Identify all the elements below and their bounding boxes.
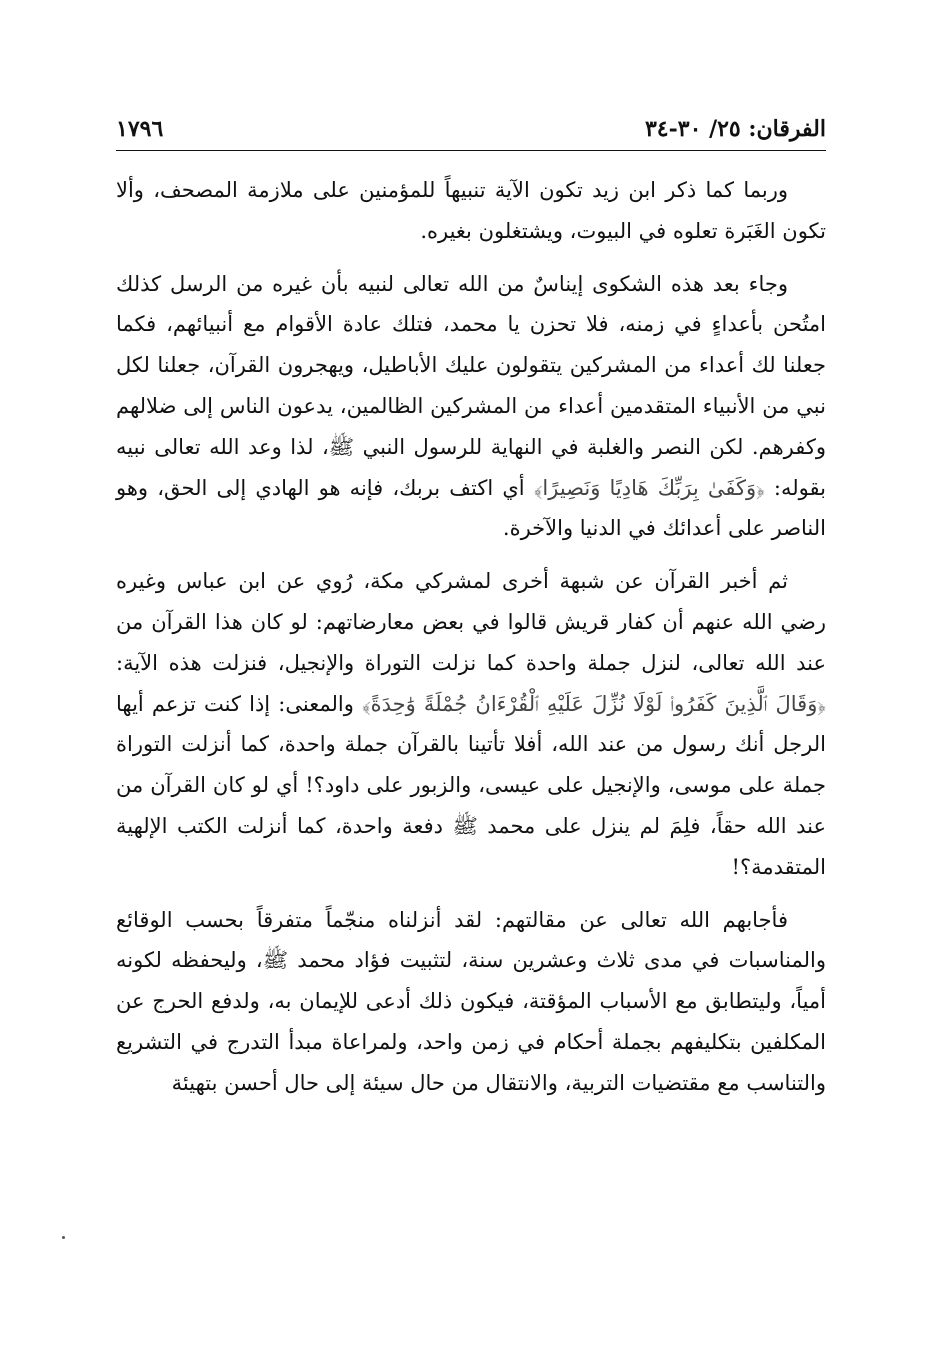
- header-divider: [116, 150, 826, 151]
- section-label: الفرقان: ٢٥/ ٣٠-٣٤: [644, 116, 826, 142]
- body-text: [116, 170, 826, 1116]
- page-header: [116, 112, 826, 146]
- quran-verse: ﴿وَكَفَىٰ بِرَبِّكَ هَادِيًا وَنَصِيرًا﴾: [533, 475, 765, 500]
- page-number: ١٧٩٦: [116, 116, 164, 142]
- paragraph-2: وجاء بعد هذه الشكوى إيناسٌ من الله تعالى لنبيه بأن غيره من الرسل كذلك امتُحن بأعداءٍ في زمنه، فلا تحزن يا محمد، فتلك عادة الأقوام مع أنبيائهم، فكما جعلنا لك أعداء من المشركين يتقولون عليك الأباطيل، ويهجرون القرآن، جعلنا لكل نبي من الأنبياء المتقدمين أعداء من المشركين الظالمين، يدعون الناس إلى ضلالهم وكفرهم. لكن النصر والغلبة في النهاية للرسول النبي ﷺ، لذا وعد الله تعالى نبيه بقوله: ﴿وَكَفَىٰ بِرَبِّكَ هَادِيًا وَنَصِيرًا﴾ أي اكتف بربك، فإنه هو الهادي إلى الحق، وهو الناصر على أعدائك في الدنيا والآخرة.: [116, 271, 826, 541]
- paragraph-3: ثم أخبر القرآن عن شبهة أخرى لمشركي مكة، رُوي عن ابن عباس وغيره رضي الله عنهم أن كفار قريش قالوا في بعض معارضاتهم: لو كان هذا القرآن من عند الله تعالى، لنزل جملة واحدة كما نزلت التوراة والإنجيل، فنزلت هذه الآية: ﴿وَقَالَ ٱلَّذِينَ كَفَرُوا۟ لَوْلَا نُزِّلَ عَلَيْهِ ٱلْقُرْءَانُ جُمْلَةً وَٰحِدَةً﴾ والمعنى: إذا كنت تزعم أيها الرجل أنك رسول من عند الله، أفلا تأتينا بالقرآن جملة واحدة، كما أنزلت التوراة جملة على موسى، والإنجيل على عيسى، والزبور على داود؟! أي لو كان القرآن من عند الله حقاً، فلِمَ لم ينزل على محمد ﷺ دفعة واحدة، كما أنزلت الكتب الإلهية المتقدمة؟!: [116, 569, 826, 879]
- paragraph-4: فأجابهم الله تعالى عن مقالتهم: لقد أنزلناه منجّماً متفرقاً بحسب الوقائع والمناسبات في مدى ثلاث وعشرين سنة، لتثبيت فؤاد محمد ﷺ، وليحفظه لكونه أمياً، وليتطابق مع الأسباب المؤقتة، فيكون ذلك أدعى للإيمان به، ولدفع الحرج عن المكلفين بتكليفهم بجملة أحكام في زمن واحد، ولمراعاة مبدأ التدرج في التشريع والتناسب مع مقتضيات التربية، والانتقال من حال سيئة إلى حال أحسن بتهيئة: [116, 907, 826, 1095]
- scan-speck: [62, 1236, 65, 1239]
- quran-verse: ﴿وَقَالَ ٱلَّذِينَ كَفَرُوا۟ لَوْلَا نُزِّلَ عَلَيْهِ ٱلْقُرْءَانُ جُمْلَةً وَٰحِدَةً﴾: [362, 691, 826, 716]
- paragraph-1: وربما كما ذكر ابن زيد تكون الآية تنبيهاً للمؤمنين على ملازمة المصحف، وألا تكون الغَبَرة تعلوه في البيوت، ويشتغلون بغيره.: [116, 178, 826, 243]
